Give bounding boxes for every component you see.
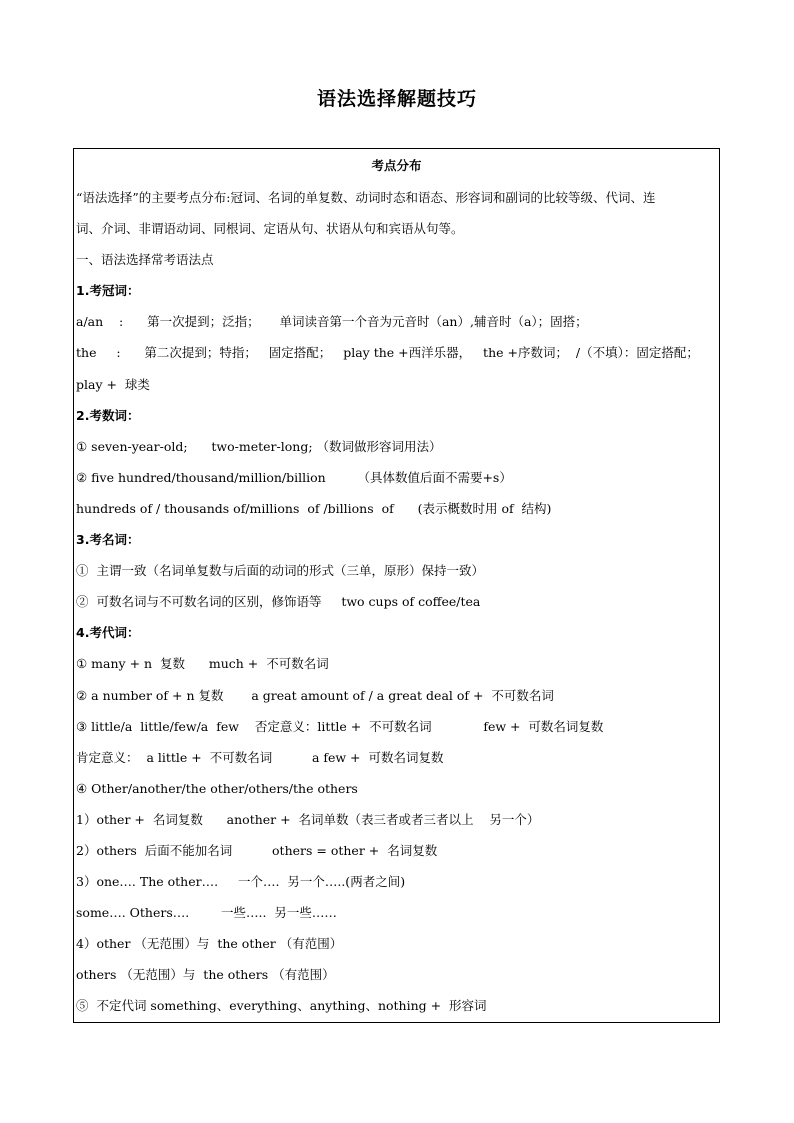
text-line: hundreds of / thousands of/millions of /billions of (表示概数时用 of 结构) xyxy=(76,500,552,516)
section-heading: 3.考名词： xyxy=(76,532,140,548)
section-heading: 4.考代词： xyxy=(76,625,140,641)
text-line: play + 球类 xyxy=(76,376,150,392)
text-line: ① 主谓一致（名词单复数与后面的动词的形式（三单，原形）保持一致） xyxy=(76,563,484,579)
text-line: 词、介词、非谓语动词、同根词、定语从句、状语从句和宾语从句等。 xyxy=(76,221,464,237)
text-line: a/an : 第一次提到；泛指； 单词读音第一个音为元音时（an）,辅音时（a）；固搭； xyxy=(76,314,588,330)
section-heading: 1.考冠词： xyxy=(76,283,140,299)
content-lines xyxy=(76,182,715,1022)
text-line: 肯定意义： a little + 不可数名词 a few + 可数名词复数 xyxy=(76,749,444,765)
text-line: some…. Others…. 一些….. 另一些…… xyxy=(76,905,337,921)
text-line: 一、语法选择常考语法点 xyxy=(76,252,214,268)
text-line: ③ little/a little/few/a few 否定意义：little + 不可数名词 few + 可数名词复数 xyxy=(76,718,604,734)
text-line: “语法选择”的主要考点分布:冠词、名词的单复数、动词时态和语态、形容词和副词的比较等级、代词、连 xyxy=(76,190,656,205)
text-line: ⑤ 不定代词 something、everything、anything、nothing + 形容词 xyxy=(76,998,487,1014)
text-line: ④ Other/another/the other/others/the others xyxy=(76,780,358,796)
section-title: 考点分布 xyxy=(371,158,422,173)
text-line: others （无范围）与 the others （有范围） xyxy=(76,967,335,983)
text-line: ① many + n 复数 much + 不可数名词 xyxy=(76,656,329,672)
text-line: 4）other （无范围）与 the other （有范围） xyxy=(76,936,343,952)
text-line: 1）other + 名词复数 another + 名词单数（表三者或者三者以上 另一个） xyxy=(76,811,540,827)
document-title: 语法选择解题技巧 xyxy=(316,88,477,110)
content-box xyxy=(73,148,720,1023)
text-line: ② 可数名词与不可数名词的区别，修饰语等 two cups of coffee/tea xyxy=(76,594,481,610)
text-line: the : 第二次提到；特指； 固定搭配； play the +西洋乐器， the +序数词； /（不填）：固定搭配； xyxy=(76,345,699,361)
text-line: ② a number of + n 复数 a great amount of / a great deal of + 不可数名词 xyxy=(76,687,554,703)
section-heading: 2.考数词： xyxy=(76,407,140,423)
text-line: ① seven-year-old; two-meter-long; （数词做形容词用法） xyxy=(76,438,442,454)
text-line: ② five hundred/thousand/million/billion （具体数值后面不需要+s） xyxy=(76,469,512,485)
text-line: 3）one…. The other…. 一个…. 另一个…..(两者之间) xyxy=(76,874,406,890)
text-line: 2）others 后面不能加名词 others = other + 名词复数 xyxy=(76,842,438,858)
